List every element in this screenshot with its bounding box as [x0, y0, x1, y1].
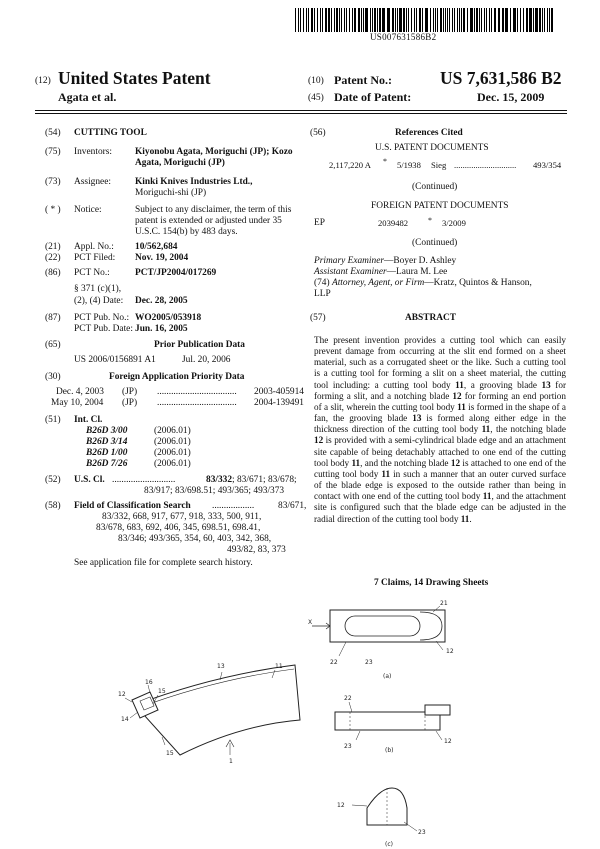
barcode-bar: [303, 8, 304, 32]
barcode-bar: [542, 8, 543, 32]
us-cl-line1: [206, 475, 297, 486]
fig-label: 15: [158, 688, 166, 695]
barcode-bar: [363, 8, 364, 32]
barcode-bar: [529, 8, 532, 32]
barcode-bar: [374, 8, 376, 32]
inventors-label: Inventors:: [74, 147, 113, 157]
us-doc-number: 2,117,220 A: [329, 160, 371, 170]
barcode-bar: [457, 8, 458, 32]
us-cl-line2: 83/917; 83/698.51; 493/365; 493/373: [144, 486, 285, 496]
barcode-bar: [539, 8, 541, 32]
patent-date: Dec. 15, 2009: [477, 90, 545, 104]
int-cl-version: (2006.01): [154, 426, 191, 436]
reference-numeral: 11: [351, 457, 361, 468]
int-cl-class: B26D 3/14: [86, 437, 128, 447]
us-cl-code: (52): [45, 475, 61, 485]
abstract-code: (57): [310, 313, 326, 323]
barcode-bar: [486, 8, 487, 32]
barcode-bar: [447, 8, 448, 32]
fig-label: 23: [365, 659, 373, 666]
barcode-bar: [435, 8, 436, 32]
inventors-value: Kiyonobu Agata, Moriguchi (JP); Kozo Agata, Moriguchi (JP): [135, 147, 293, 168]
fig-label: 12: [118, 691, 126, 698]
pct-filed-value: Nov. 19, 2004: [135, 253, 189, 263]
attorney: [314, 278, 532, 289]
appl-label: Appl. No.:: [74, 242, 114, 252]
us-docs-heading: U.S. PATENT DOCUMENTS: [375, 143, 489, 153]
barcode-bar: [445, 8, 446, 32]
claims-summary: 7 Claims, 14 Drawing Sheets: [374, 578, 489, 588]
date-label: Date of Patent:: [334, 90, 412, 104]
barcode-bar: [308, 8, 309, 32]
foreign-doc-number: 2039482: [378, 218, 409, 228]
priority-row-date: Dec. 4, 2003: [56, 387, 104, 397]
prior-pub-line: US 2006/0156891 A1: [74, 355, 156, 365]
barcode-bar: [461, 8, 462, 32]
abstract-heading: ABSTRACT: [405, 313, 457, 323]
inventor-short: Agata et al.: [58, 90, 117, 104]
us-cl-dots: ...........................: [112, 475, 176, 485]
figure-b: [335, 702, 450, 740]
barcode-bar: [372, 8, 373, 32]
appl-value: 10/562,684: [135, 242, 178, 252]
barcode-bar: [352, 8, 353, 32]
barcode-bar: [505, 8, 508, 32]
barcode-bar: [419, 8, 421, 32]
abstract-fragment: , the notching blade: [490, 424, 566, 435]
assignee-value: Kinki Knives Industries Ltd., Moriguchi-shi (JP): [135, 177, 253, 198]
abstract-fragment: is formed in the shape of a fan, the grooving blade: [314, 401, 566, 424]
fig-label: 21: [440, 600, 448, 607]
header-rule-bottom: [35, 113, 567, 114]
barcode-bar: [463, 8, 465, 32]
priority-row-dots: ..................................: [157, 398, 237, 408]
assignee-code: (73): [45, 177, 61, 187]
barcode-bar: [354, 8, 356, 32]
reference-numeral: 12: [450, 457, 461, 468]
us-doc-class: 493/354: [533, 160, 562, 170]
barcode-bar: [403, 8, 405, 32]
abstract-fragment: is formed along either edge in the thickness direction of the cutting tool body: [314, 413, 566, 435]
patent-type-title: United States Patent: [58, 68, 211, 88]
pct-no-code: (86): [45, 268, 61, 278]
abstract-fragment: , a grooving blade: [463, 379, 542, 390]
barcode-bar: [459, 8, 460, 32]
reference-numeral: 11: [455, 379, 464, 390]
barcode-bar: [481, 8, 482, 32]
barcode-bar: [411, 8, 412, 32]
barcode-bar: [430, 8, 431, 32]
reference-numeral: 11: [481, 424, 491, 435]
barcode-bar: [300, 8, 301, 32]
us-cl-rest: ; 83/671; 83/678;: [232, 475, 297, 485]
barcode-bar: [416, 8, 417, 32]
invention-title: CUTTING TOOL: [74, 128, 147, 138]
field-search-line: 493/82, 83, 373: [227, 545, 286, 555]
barcode-bar: [397, 8, 398, 32]
barcode-bar: [341, 8, 342, 32]
barcode-bar: [295, 8, 296, 32]
barcode-bar: [452, 8, 453, 32]
pct-filed-code: (22): [45, 253, 61, 263]
fig-label: 12: [446, 648, 454, 655]
patent-no-code: (10): [308, 76, 324, 86]
fig-label: 11: [275, 663, 283, 670]
pct-pub-date-label: PCT Pub. Date:: [74, 324, 133, 334]
fig-label: 22: [344, 695, 352, 702]
us-doc-name: Sieg: [431, 160, 447, 170]
fig-label: 22: [330, 659, 338, 666]
int-cl-version: (2006.01): [154, 459, 191, 469]
reference-numeral: 11: [482, 491, 492, 502]
barcode-bar: [379, 8, 381, 32]
notice-value: Subject to any disclaimer, the term of this patent is extended or adjusted under 35 U.S.C. 154(b) by 483 days.: [135, 205, 292, 237]
kind-code: (12): [35, 76, 51, 86]
reference-numeral: 12: [314, 435, 324, 446]
attorney-code: (74): [314, 278, 330, 288]
attorney-label: Attorney, Agent, or Firm: [331, 278, 425, 288]
pct-pub-no-value: WO2005/053918: [135, 313, 202, 323]
date-code: (45): [308, 93, 324, 103]
barcode-bar: [334, 8, 335, 32]
notice-code: ( * ): [45, 205, 61, 215]
barcode-bar: [433, 8, 434, 32]
barcode-bar: [520, 8, 521, 32]
barcode-bar: [320, 8, 321, 32]
continued-us: (Continued): [412, 182, 458, 192]
barcode-bar: [395, 8, 396, 32]
barcode-bar: [361, 8, 362, 32]
field-search-line: 83/678, 683, 692, 406, 345, 698.51, 698.41,: [96, 523, 261, 533]
foreign-docs-heading: FOREIGN PATENT DOCUMENTS: [371, 201, 509, 211]
barcode-bar: [494, 8, 496, 32]
barcode-bar: [474, 8, 475, 32]
header-rule-top: [35, 110, 567, 111]
abstract-fragment: , and the attachment site is configured such that the blade edge can be adjusted in the radial direction of the cutting tool body: [314, 491, 566, 524]
barcode-bar: [491, 8, 492, 32]
foreign-doc-date: 3/2009: [442, 218, 466, 228]
barcode-bar: [331, 8, 332, 32]
int-cl-class: B26D 7/26: [86, 459, 128, 469]
barcode-bar: [344, 8, 345, 32]
pct-pub-code: (87): [45, 313, 61, 323]
abstract-fragment: for forming a slit, and a notching blade: [314, 379, 567, 401]
pct-no-value: PCT/JP2004/017269: [135, 268, 217, 278]
field-search-line: 83/332, 668, 917, 677, 918, 333, 500, 911,: [102, 512, 262, 522]
barcode-bar: [406, 8, 407, 32]
field-search-label: Field of Classification Search: [74, 501, 191, 511]
priority-row-country: (JP): [122, 398, 138, 408]
pct-no-label: PCT No.:: [74, 268, 110, 278]
barcode-bar: [317, 8, 318, 32]
s371-line2: (2), (4) Date:: [74, 296, 124, 306]
pct-pub-date-value: Jun. 16, 2005: [135, 324, 188, 334]
attorney-name-cont: LLP: [314, 289, 331, 299]
int-cl-version: (2006.01): [154, 437, 191, 447]
barcode-bar: [382, 8, 385, 32]
reference-numeral: 13: [541, 379, 551, 390]
refs-heading: References Cited: [395, 128, 463, 138]
fig-label: 13: [217, 663, 225, 670]
reference-numeral: 11: [381, 468, 391, 479]
attorney-name: —Kratz, Quintos & Hanson,: [424, 278, 532, 288]
abstract-fragment: is provided with a semi-cylindrical blade edge and an attachment site capable of being detachably attached to one end of the cutting tool body: [314, 435, 566, 468]
priority-row-country: (JP): [122, 387, 138, 397]
prior-pub-heading: Prior Publication Data: [154, 340, 245, 350]
barcode-bar: [449, 8, 450, 32]
abstract-fragment: .: [469, 513, 472, 524]
fig-label: 1: [229, 758, 233, 765]
primary-examiner-name: —Boyer D. Ashley: [384, 256, 457, 266]
barcode-bar: [502, 8, 504, 32]
barcode-bar: [370, 8, 371, 32]
field-search-line: 83/346; 493/365, 354, 60, 403, 342, 368,: [118, 534, 272, 544]
abstract-fragment: in such a manner that an outer curved surface of the blade edge is exposed to the outside rather than being in contact with one end of the cutting tool body: [314, 468, 566, 502]
notice-label: Notice:: [74, 205, 102, 215]
figure-a: [312, 606, 445, 656]
fig-label: 15: [166, 750, 174, 757]
continued-foreign: (Continued): [412, 238, 458, 248]
fig-label: 16: [145, 679, 153, 686]
title-code: (54): [45, 128, 61, 138]
fig-label: (a): [383, 673, 392, 680]
barcode-bar: [523, 8, 524, 32]
abstract-fragment: for forming an end portion of a slit, wherein the cutting tool body: [314, 390, 566, 412]
s371-line1: § 371 (c)(1),: [74, 284, 122, 294]
foreign-priority-heading: Foreign Application Priority Data: [109, 372, 245, 382]
fig-label: 23: [344, 743, 352, 750]
fig-label: 12: [444, 738, 452, 745]
barcode-bar: [414, 8, 415, 32]
barcode-bar: [549, 8, 550, 32]
abstract-fragment: , and the notching blade: [360, 457, 451, 468]
foreign-priority-code: (30): [45, 372, 61, 382]
appl-code: (21): [45, 242, 61, 252]
barcode-bar: [314, 8, 315, 32]
barcode-bar: [311, 8, 313, 32]
barcode-bar: [513, 8, 516, 32]
barcode-bar: [484, 8, 485, 32]
barcode-bar: [346, 8, 347, 32]
fig-label: 12: [337, 802, 345, 809]
barcode-bar: [392, 8, 394, 32]
pct-pub-no-label: PCT Pub. No.:: [74, 313, 130, 323]
barcode-bar: [349, 8, 350, 32]
barcode: [295, 8, 555, 32]
field-search-code: (58): [45, 501, 61, 511]
priority-row-dots: ..................................: [157, 387, 237, 397]
s371-value: Dec. 28, 2005: [135, 296, 188, 306]
assistant-examiner-name: —Laura M. Lee: [386, 267, 448, 277]
barcode-bar: [467, 8, 468, 32]
barcode-bar: [425, 8, 428, 32]
int-cl-code: (51): [45, 415, 61, 425]
barcode-bar: [489, 8, 490, 32]
barcode-bar: [517, 8, 518, 32]
barcode-bar: [387, 8, 390, 32]
field-search-dots: ..................: [212, 501, 255, 511]
inventors-code: (75): [45, 147, 61, 157]
barcode-bar: [358, 8, 360, 32]
fig-label: (c): [385, 841, 393, 848]
barcode-bar: [476, 8, 478, 32]
patent-no-label: Patent No.:: [334, 73, 392, 87]
priority-row-number: 2004-139491: [254, 398, 304, 408]
barcode-bar: [437, 8, 438, 32]
document-number: US007631586B2: [370, 32, 437, 42]
abstract-fragment: The present invention provides a cutting tool which can easily prevent damage from occurring at the slit end formed on a sheet material, such as a corrugated sheet or the like. Such a cutting tool is a cutting tool for forming a slit on a sheet material, the cutting tool including: a cutting tool body: [314, 335, 566, 390]
refs-code: (56): [310, 128, 326, 138]
barcode-bar: [479, 8, 480, 32]
barcode-bar: [408, 8, 409, 32]
barcode-bar: [533, 8, 534, 32]
barcode-bar: [322, 8, 323, 32]
fig-label: X: [308, 619, 313, 626]
priority-row-date: May 10, 2004: [51, 398, 104, 408]
barcode-bar: [443, 8, 444, 32]
assistant-examiner-label: Assistant Examiner: [314, 267, 387, 277]
foreign-doc-mark: *: [428, 216, 432, 225]
abstract-fragment: is attached to one end of the cutting tool body: [314, 457, 566, 479]
search-history-note: See application file for complete search history.: [74, 558, 253, 568]
barcode-bar: [328, 8, 330, 32]
us-doc-date: 5/1938: [397, 160, 421, 170]
us-doc-dots: .............................: [454, 160, 517, 170]
barcode-bar: [535, 8, 538, 32]
us-cl-primary: 83/332: [206, 475, 233, 485]
fig-label: 14: [121, 716, 129, 723]
barcode-bar: [526, 8, 528, 32]
int-cl-version: (2006.01): [154, 448, 191, 458]
barcode-bar: [498, 8, 500, 32]
field-search-line1-end: 83/671,: [278, 501, 307, 511]
primary-examiner-label: Primary Examiner: [314, 256, 385, 266]
reference-numeral: 13: [412, 413, 422, 424]
figure-c: [352, 788, 417, 831]
barcode-bar: [454, 8, 455, 32]
barcode-bar: [422, 8, 423, 32]
reference-numeral: 12: [452, 390, 462, 401]
barcode-bar: [336, 8, 338, 32]
barcode-bar: [510, 8, 511, 32]
abstract-text: [314, 335, 566, 525]
assistant-examiner: [314, 267, 447, 278]
pct-filed-label: PCT Filed:: [74, 253, 116, 263]
barcode-bar: [339, 8, 340, 32]
barcode-bar: [551, 8, 553, 32]
barcode-bar: [306, 8, 307, 32]
assignee-label: Assignee:: [74, 177, 111, 187]
us-cl-label: U.S. Cl.: [74, 475, 105, 485]
foreign-doc-country: EP: [314, 218, 325, 228]
reference-numeral: 11: [460, 513, 470, 524]
int-cl-class: B26D 3/00: [86, 426, 128, 436]
barcode-bar: [365, 8, 368, 32]
patent-number: US 7,631,586 B2: [440, 68, 562, 88]
barcode-bar: [399, 8, 402, 32]
primary-examiner: [314, 256, 456, 267]
reference-numeral: 11: [457, 401, 466, 412]
fig-label: (b): [385, 747, 394, 754]
int-cl-class: B26D 1/00: [86, 448, 128, 458]
priority-row-number: 2003-405914: [254, 387, 304, 397]
barcode-bar: [298, 8, 299, 32]
barcode-bar: [440, 8, 442, 32]
barcode-bar: [544, 8, 545, 32]
prior-pub-code: (65): [45, 340, 61, 350]
us-doc-mark: *: [383, 157, 387, 166]
drawing-figures: [0, 600, 600, 849]
int-cl-label: Int. Cl.: [74, 415, 103, 425]
fig-label: 23: [418, 829, 426, 836]
prior-pub-date: Jul. 20, 2006: [182, 355, 231, 365]
barcode-bar: [470, 8, 473, 32]
barcode-bar: [377, 8, 378, 32]
barcode-bar: [547, 8, 548, 32]
barcode-bar: [325, 8, 327, 32]
